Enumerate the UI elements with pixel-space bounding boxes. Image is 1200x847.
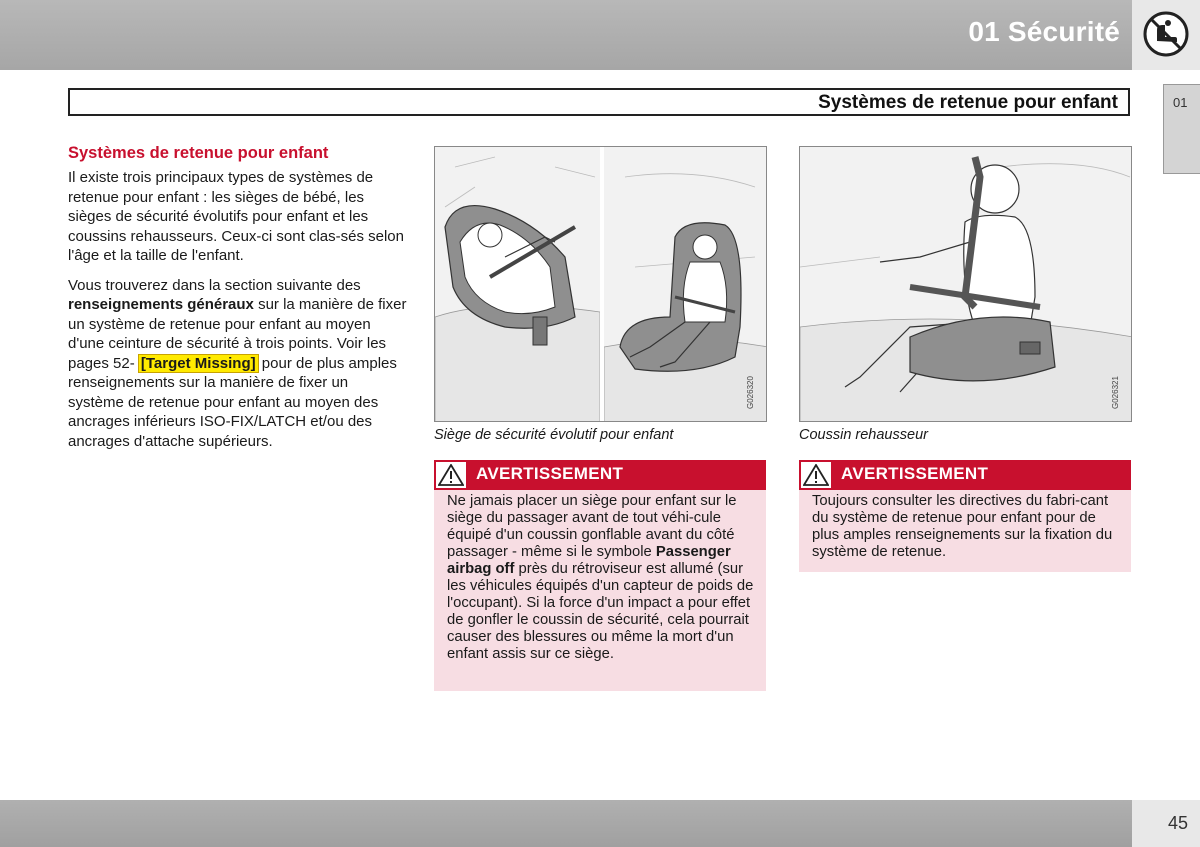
para2-text-b: sur la manière de fixer un système de retenue pour enfant au moyen d'une ceinture de sécurité à trois points. Voir les pages 52- [68,296,407,372]
warning-text: Toujours consulter les directives du fabri-cant du système de retenue pour enfant pour de plus amples renseignements sur la fixation du système de retenue. [812,493,1113,560]
warning-header [434,460,766,490]
chapter-icon-tab [1132,0,1200,70]
booster-cushion-illustration [799,146,1132,422]
warning1-bold: Passenger airbag off [447,544,731,577]
booster-cushion-drawing [800,147,1132,422]
page-reference-link[interactable]: [Target Missing] [140,354,256,372]
warning-header [799,460,1131,490]
warning-box-airbag [434,460,766,691]
warning-title: AVERTISSEMENT [476,464,624,483]
warning1-text-a: Ne jamais placer un siège pour enfant sur le siège du passager avant de tout véhi-cule équipé d'un coussin gonflable avant du côté passager - même si le symbole [447,493,737,560]
intro-heading: Systèmes de retenue pour enfant [68,144,329,162]
side-tab-label: 01 [1173,95,1188,110]
para2-text-a: Vous trouverez dans la section suivante des [68,276,361,294]
figure-2-code: G026321 [1111,376,1120,409]
warning-triangle-frame [799,460,833,490]
page-number-tab [1132,800,1200,847]
section-title: Systèmes de retenue pour enfant [818,92,1118,113]
warning-triangle-icon [438,464,464,486]
warning-title: AVERTISSEMENT [841,464,989,483]
child-seat-prohibited-icon [1143,11,1189,57]
section-title-box [68,88,1130,116]
intro-paragraph-2 [68,276,408,452]
warning-text [434,490,766,671]
convertible-seat-illustration [434,146,767,422]
para2-bold: renseignements généraux [68,296,254,313]
figure-1-caption: Siège de sécurité évolutif pour enfant [434,427,674,443]
chapter-side-tab[interactable] [1163,84,1200,174]
warning-box-manufacturer [799,460,1131,572]
warning1-text-b: près du rétroviseur est allumé (sur les véhicules équipés d'un capteur de poids de l'occupant). Si la force d'un impact a pour effet de gonfler le coussin de sécurité, cela pourrait causer des blessures ou même la mort d'un enfant assis sur ce siège. [447,561,754,662]
warning-triangle-frame [434,460,468,490]
figure-divider [600,147,604,422]
figure-1-code: G026320 [746,376,755,409]
para2-text-c: pour de plus amples renseignements sur la manière de fixer un système de retenue pour enfant au moyen des ancrages inférieurs ISO-FIX/LATCH et/ou des ancrages d'attache supérieurs. [68,354,397,450]
footer-bar [0,800,1132,847]
intro-paragraph-1: Il existe trois principaux types de systèmes de retenue pour enfant : les sièges de bébé, les sièges de sécurité évolutifs pour enfant et les coussins rehausseurs. Ceux-ci sont clas-sés selon l'âge et la taille de l'enfant. [68,169,404,264]
header-bar [0,0,1132,70]
warning-triangle-icon [803,464,829,486]
figure-2-caption: Coussin rehausseur [799,427,928,443]
page-number: 45 [1167,813,1188,833]
intro-column [68,144,408,451]
chapter-title: 01 Sécurité [968,16,1120,47]
